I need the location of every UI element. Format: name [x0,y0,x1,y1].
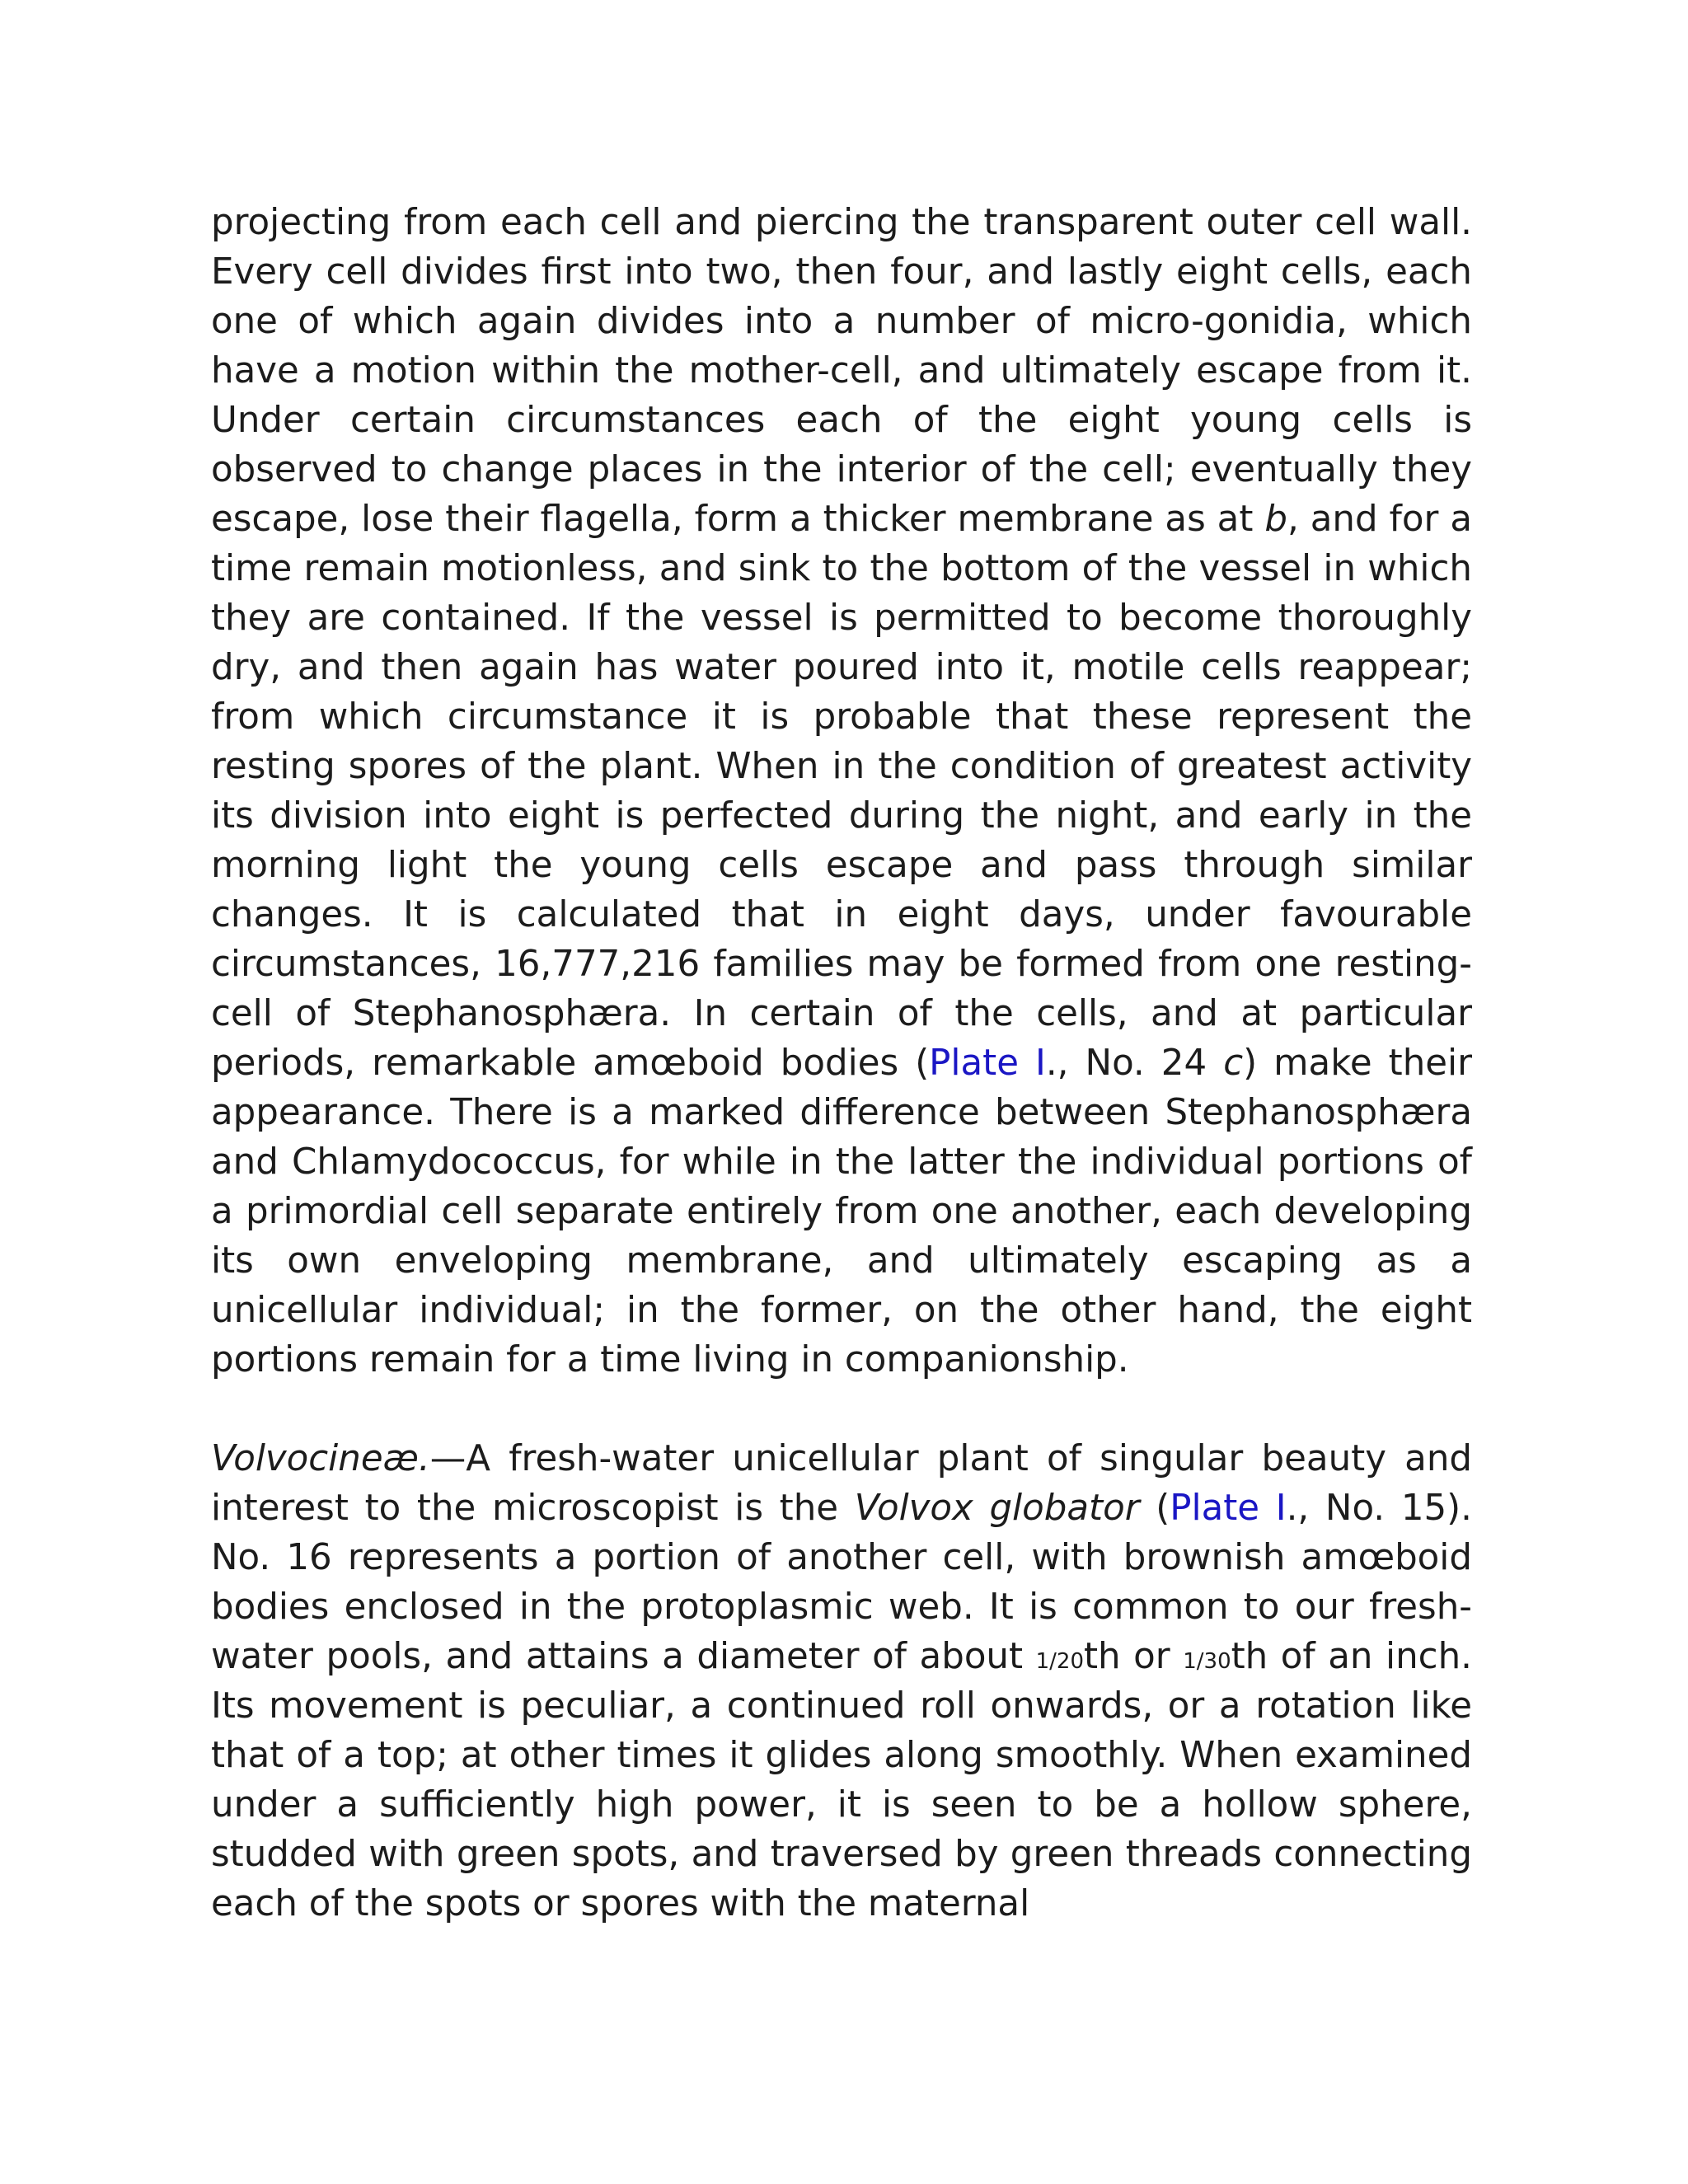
page-text [211,198,1472,1929]
paragraph-stephanosphaera [211,198,1472,1385]
text-run: ( [1139,1488,1170,1529]
figure-letter-c: c [1223,1043,1244,1084]
text-run: ., No. 15). No. 16 represents a portion of another cell, with brownish amœboid bodies enclosed in the protoplasmic web. It is common to our fresh-water pools, and attains a diameter of about [211,1488,1472,1677]
species-name: Volvox globator [854,1488,1140,1529]
text-run: th of an inch. Its movement is peculiar, a continued roll onwards, or a rotation like that of a top; at other times it glides along smoothly. When examined under a sufficiently high power, it is seen to be a hollow sphere, studded with green spots, and traversed by green threads connecting each of the spots or spores with the maternal [211,1636,1473,1924]
text-run: , and for a time remain motionless, and sink to the bottom of the vessel in which they are contained. If the vessel is permitted to become thoroughly dry, and then again has water poured into it, motile cells reappear; from which circumstance it is probable that these represent the resting spores of the plant. When in the condition of greatest activity its division into eight is perfected during the night, and early in the morning light the young cells escape and pass through similar changes. It is calculated that in eight days, under favourable circumstances, 16,777,216 families may be formed from one resting-cell of Stephanosphæra. In certain of the cells, and at particular periods, remarkable amœboid bodies ( [211,499,1472,1084]
fraction-one-twentieth: 1/20 [1035,1649,1084,1674]
text-run: —A fresh-water unicellular plant of singular beauty and interest to the microscopist is the [211,1438,1472,1529]
plate-i-link[interactable]: Plate I [929,1043,1046,1084]
plate-i-link[interactable]: Plate I [1170,1488,1287,1529]
text-run: projecting from each cell and piercing the transparent outer cell wall. Every cell divides first into two, then four, and lastly eight cells, each one of which again divides into a number of micro-gonidia, which have a motion within the mother-cell, and ultimately escape from it. Under certain circumstances each of the eight young cells is observed to change places in the interior of the cell; eventually they escape, lose their flagella, form a thicker membrane as at [211,202,1472,540]
section-heading: Volvocineæ. [211,1438,430,1479]
text-run: ., No. 24 [1045,1043,1224,1084]
fraction-one-thirtieth: 1/30 [1183,1649,1231,1674]
text-run: ) make their appearance. There is a marked difference between Stephanosphæra and Chlamydococcus, for while in the latter the individual portions of a primordial cell separate entirely from one another, each developing its own enveloping membrane, and ultimately escaping as a unicellular individual; in the former, on the other hand, the eight portions remain for a time living in companionship. [211,1043,1472,1380]
text-run: th or [1084,1636,1184,1677]
paragraph-volvocineae [211,1434,1472,1929]
figure-letter-b: b [1264,499,1287,540]
